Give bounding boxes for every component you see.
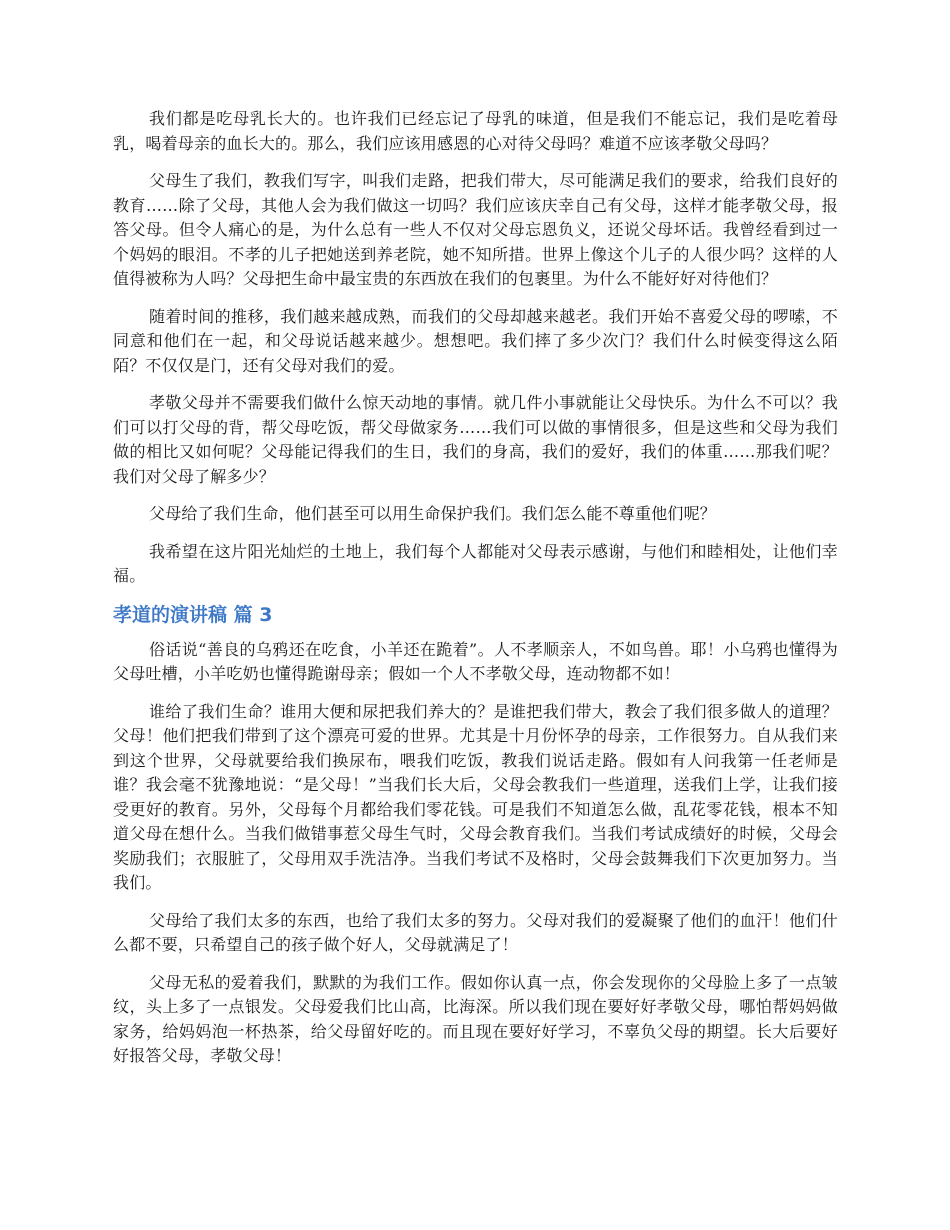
paragraph: 谁给了我们生命？谁用大便和尿把我们养大的？是谁把我们带大，教会了我们很多做人的道理？父母！他们把我们带到了这个漂亮可爱的世界。尤其是十月份怀孕的母亲，工作很努力。自从我们来到这个世界，父母就要给我们换尿布，喂我们吃饭，教我们说话走路。假如有人问我第一任老师是谁？我会毫不犹豫地说：“是父母！”当我们长大后，父母会教我们一些道理，送我们上学，让我们接受更好的教育。另外，父母每个月都给我们零花钱。可是我们不知道怎么做，乱花零花钱，根本不知道父母在想什么。当我们做错事惹父母生气时，父母会教育我们。当我们考试成绩好的时候，父母会奖励我们；衣服脏了，父母用双手洗洁净。当我们考试不及格时，父母会鼓舞我们下次更加努力。当我们。 [113,701,838,892]
section-heading: 孝道的演讲稿 篇 3 [113,603,273,626]
paragraph: 父母给了我们生命，他们甚至可以用生命保护我们。我们怎么能不尊重他们呢？ [149,504,717,523]
paragraph: 孝敬父母并不需要我们做什么惊天动地的事情。就几件小事就能让父母快乐。为什么不可以？我们可以打父母的背，帮父母吃饭，帮父母做家务……我们可以做的事情很多，但是这些和父母为我们做的相比又如何呢？父母能记得我们的生日，我们的身高，我们的爱好，我们的体重……那我们呢？我们对父母了解多少？ [113,393,838,486]
paragraph: 随着时间的推移，我们越来越成熟，而我们的父母却越来越老。我们开始不喜爱父母的啰嗦，不同意和他们在一起，和父母说话越来越少。想想吧。我们摔了多少次门？我们什么时候变得这么陌陌？不仅仅是门，还有父母对我们的爱。 [113,306,838,375]
document-page [113,107,838,1082]
paragraph: 俗话说“善良的乌鸦还在吃食，小羊还在跪着”。人不孝顺亲人，不如鸟兽。耶！小乌鸦也懂得为父母吐槽，小羊吃奶也懂得跪谢母亲；假如一个人不孝敬父母，连动物都不如！ [113,639,838,683]
paragraph: 父母给了我们太多的东西，也给了我们太多的努力。父母对我们的爱凝聚了他们的血汗！他们什么都不要，只希望自己的孩子做个好人，父母就满足了！ [113,910,838,954]
paragraph: 父母生了我们，教我们写字，叫我们走路，把我们带大，尽可能满足我们的要求，给我们良好的教育……除了父母，其他人会为我们做这一切吗？我们应该庆幸自己有父母，这样才能孝敬父母，报答父母。但令人痛心的是，为什么总有一些人不仅对父母忘恩负义，还说父母坏话。我曾经看到过一个妈妈的眼泪。不孝的儿子把她送到养老院，她不知所措。世界上像这个儿子的人很少吗？这样的人值得被称为人吗？父母把生命中最宝贵的东西放在我们的包裹里。为什么不能好好对待他们？ [113,171,838,288]
paragraph: 我们都是吃母乳长大的。也许我们已经忘记了母乳的味道，但是我们不能忘记，我们是吃着母乳，喝着母亲的血长大的。那么，我们应该用感恩的心对待父母吗？难道不应该孝敬父母吗？ [113,109,838,153]
paragraph: 我希望在这片阳光灿烂的土地上，我们每个人都能对父母表示感谢，与他们和睦相处，让他们幸福。 [113,541,838,585]
paragraph: 父母无私的爱着我们，默默的为我们工作。假如你认真一点，你会发现你的父母脸上多了一点皱纹，头上多了一点银发。父母爱我们比山高，比海深。所以我们现在要好好孝敬父母，哪怕帮妈妈做家务，给妈妈泡一杯热茶，给父母留好吃的。而且现在要好好学习，不辜负父母的期望。长大后要好好报答父母，孝敬父母！ [113,972,838,1065]
